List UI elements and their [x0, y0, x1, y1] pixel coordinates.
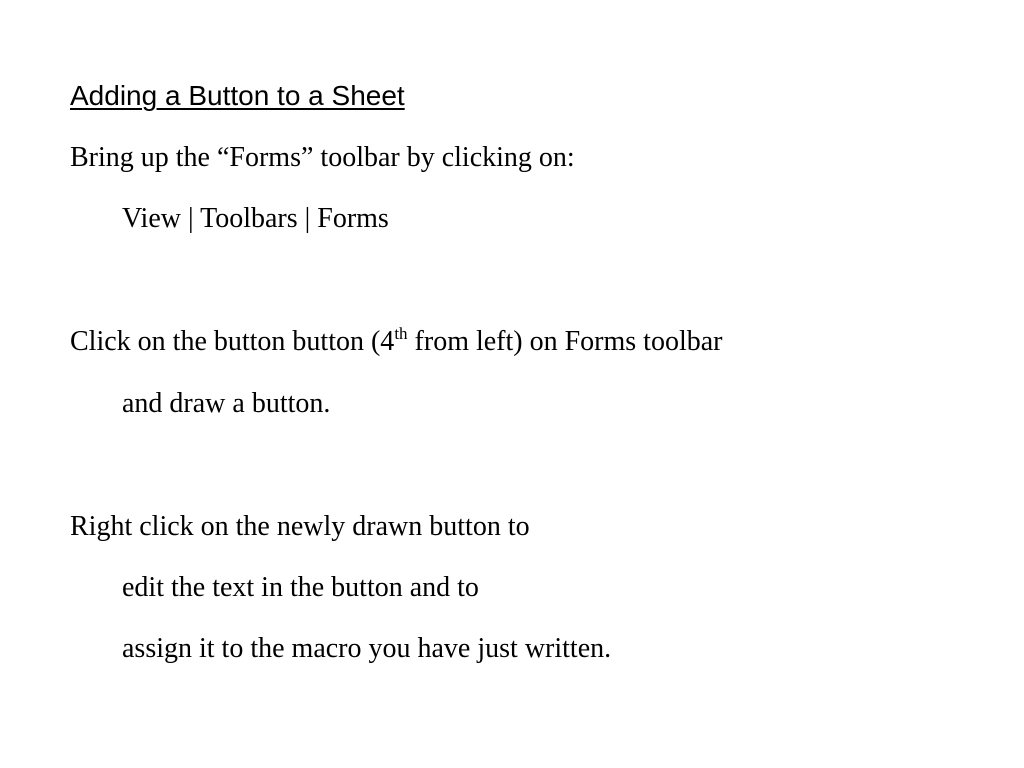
click-instruction-part-1: Click on the button button (4 — [70, 326, 395, 357]
right-click-text: Right click on the newly drawn button to — [70, 511, 530, 542]
intro-text: Bring up the “Forms” toolbar by clicking on: — [70, 142, 575, 173]
slide-title: Adding a Button to a Sheet — [70, 80, 405, 111]
edit-text-line: edit the text in the button and to — [122, 572, 479, 603]
assign-macro-line: assign it to the macro you have just written. — [122, 633, 612, 664]
click-instruction-part-2: from left) on Forms toolbar — [407, 326, 723, 357]
click-instruction-text — [70, 323, 723, 358]
menu-path-text: View | Toolbars | Forms — [122, 203, 389, 234]
draw-button-text: and draw a button. — [122, 388, 331, 419]
ordinal-superscript: th — [394, 323, 408, 343]
